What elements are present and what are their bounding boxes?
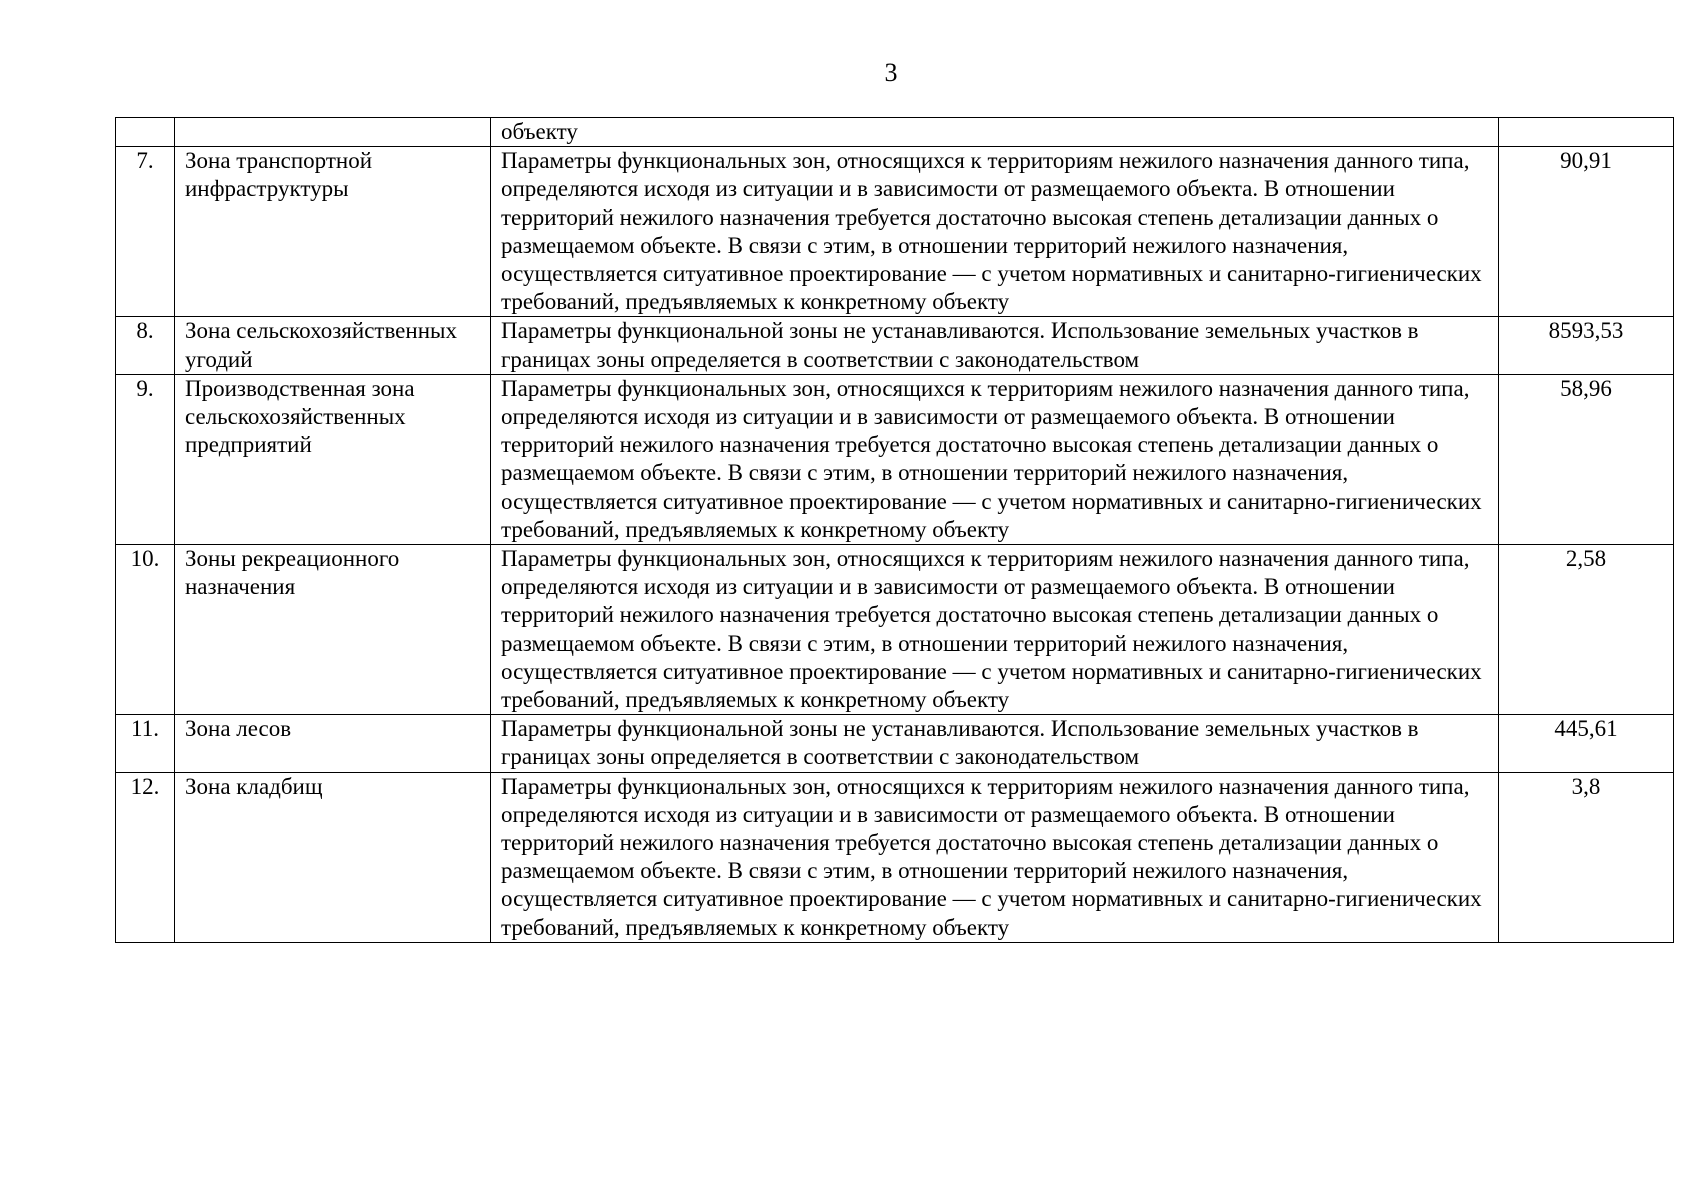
table-row — [116, 772, 1674, 942]
page-number: 3 — [884, 58, 898, 87]
table-row — [116, 545, 1674, 715]
zone-number-cell: 10. — [116, 545, 175, 715]
zone-parameters-cell: Параметры функциональной зоны не устанавливаются. Использование земельных участков в границах зоны определяется в соответствии с законодательством — [491, 715, 1499, 772]
zone-number-cell: 12. — [116, 772, 175, 942]
zone-area-cell — [1499, 118, 1674, 147]
table-row — [116, 715, 1674, 772]
zone-parameters-cell: объекту — [491, 118, 1499, 147]
zone-area-cell: 3,8 — [1499, 772, 1674, 942]
zone-area-cell: 445,61 — [1499, 715, 1674, 772]
zone-parameters-cell: Параметры функциональной зоны не устанавливаются. Использование земельных участков в границах зоны определяется в соответствии с законодательством — [491, 317, 1499, 374]
zone-number-cell — [116, 118, 175, 147]
zone-number-cell: 8. — [116, 317, 175, 374]
zone-number-cell: 11. — [116, 715, 175, 772]
zone-area-cell: 2,58 — [1499, 545, 1674, 715]
table-row-continuation — [116, 118, 1674, 147]
zone-parameters-cell: Параметры функциональных зон, относящихся к территориям нежилого назначения данного типа, определяются исходя из ситуации и в зависимости от размещаемого объекта. В отношении территорий нежилого назначения требуется достаточно высокая степень детализации данных о размещаемом объекте. В связи с этим, в отношении территорий нежилого назначения, осуществляется ситуативное проектирование — с учетом нормативных и санитарно-гигиенических требований, предъявляемых к конкретному объекту — [491, 374, 1499, 544]
zone-parameters-cell: Параметры функциональных зон, относящихся к территориям нежилого назначения данного типа, определяются исходя из ситуации и в зависимости от размещаемого объекта. В отношении территорий нежилого назначения требуется достаточно высокая степень детализации данных о размещаемом объекте. В связи с этим, в отношении территорий нежилого назначения, осуществляется ситуативное проектирование — с учетом нормативных и санитарно-гигиенических требований, предъявляемых к конкретному объекту — [491, 772, 1499, 942]
zone-parameters-cell: Параметры функциональных зон, относящихся к территориям нежилого назначения данного типа, определяются исходя из ситуации и в зависимости от размещаемого объекта. В отношении территорий нежилого назначения требуется достаточно высокая степень детализации данных о размещаемом объекте. В связи с этим, в отношении территорий нежилого назначения, осуществляется ситуативное проектирование — с учетом нормативных и санитарно-гигиенических требований, предъявляемых к конкретному объекту — [491, 545, 1499, 715]
functional-zones-table — [115, 117, 1674, 943]
zone-name-cell — [175, 118, 491, 147]
zone-name-cell: Зоны рекреационного назначения — [175, 545, 491, 715]
zone-number-cell: 7. — [116, 147, 175, 317]
zone-name-cell: Производственная зона сельскохозяйственных предприятий — [175, 374, 491, 544]
zone-number-cell: 9. — [116, 374, 175, 544]
zone-parameters-cell: Параметры функциональных зон, относящихся к территориям нежилого назначения данного типа, определяются исходя из ситуации и в зависимости от размещаемого объекта. В отношении территорий нежилого назначения требуется достаточно высокая степень детализации данных о размещаемом объекте. В связи с этим, в отношении территорий нежилого назначения, осуществляется ситуативное проектирование — с учетом нормативных и санитарно-гигиенических требований, предъявляемых к конкретному объекту — [491, 147, 1499, 317]
zone-area-cell: 58,96 — [1499, 374, 1674, 544]
zone-name-cell: Зона сельскохозяйственных угодий — [175, 317, 491, 374]
zone-area-cell: 90,91 — [1499, 147, 1674, 317]
table-row — [116, 147, 1674, 317]
table-row — [116, 374, 1674, 544]
zone-area-cell: 8593,53 — [1499, 317, 1674, 374]
table-row — [116, 317, 1674, 374]
zone-name-cell: Зона транспортной инфраструктуры — [175, 147, 491, 317]
zone-name-cell: Зона кладбищ — [175, 772, 491, 942]
zone-name-cell: Зона лесов — [175, 715, 491, 772]
